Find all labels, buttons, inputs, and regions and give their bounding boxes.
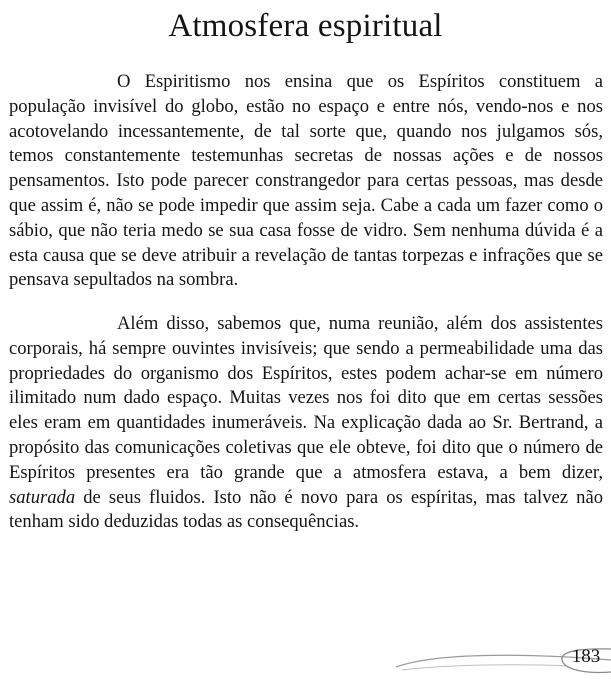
paragraph-1: O Espiritismo nos ensina que os Espíritos constituem a população invisível do globo, estão no espaço e entre nós, vendo-nos e nos acotovelando incessantemente, de tal sorte que, quando nos julgamos sós, temos constantemente testemunhas secretas de nossas ações e de nossos pensamentos. Isto pode parecer constrangedor para certas pessoas, mas desde que assim é, não se pode impedir que assim seja. Cabe a cada um fazer como o sábio, que não teria medo se sua casa fosse de vidro. Sem nenhuma dúvida é a esta causa que se deve atribuir a revelação de tantas torpezas e infrações que se pensava sepultados na sombra. (9, 71, 603, 291)
paragraph-2-text-end: de seus fluidos. Isto não é novo para os espíritas, mas talvez não tenham sido deduzidas todas as consequências. (9, 486, 603, 533)
paragraph-2-italic-word: saturada (9, 486, 76, 508)
paragraph-2 (9, 312, 603, 535)
page-number: 183 (571, 646, 601, 667)
paragraph-2-text-start: Além disso, sabemos que, numa reunião, além dos assistentes corporais, há sempre ouvintes invisíveis; que sendo a permeabilidade uma das propriedades do organismo dos Espíritos, estes podem achar-se em número ilimitado num dado espaço. Muitas vezes nos foi dito que em certas sessões eles eram em quantidades inumeráveis. Na explicação dada ao Sr. Bertrand, a propósito das comunicações coletivas que ele obteve, foi dito que o número de Espíritos presentes era tão grande que a atmosfera estava, a bem dizer, (9, 313, 603, 483)
chapter-title: Atmosfera espiritual (168, 8, 443, 44)
